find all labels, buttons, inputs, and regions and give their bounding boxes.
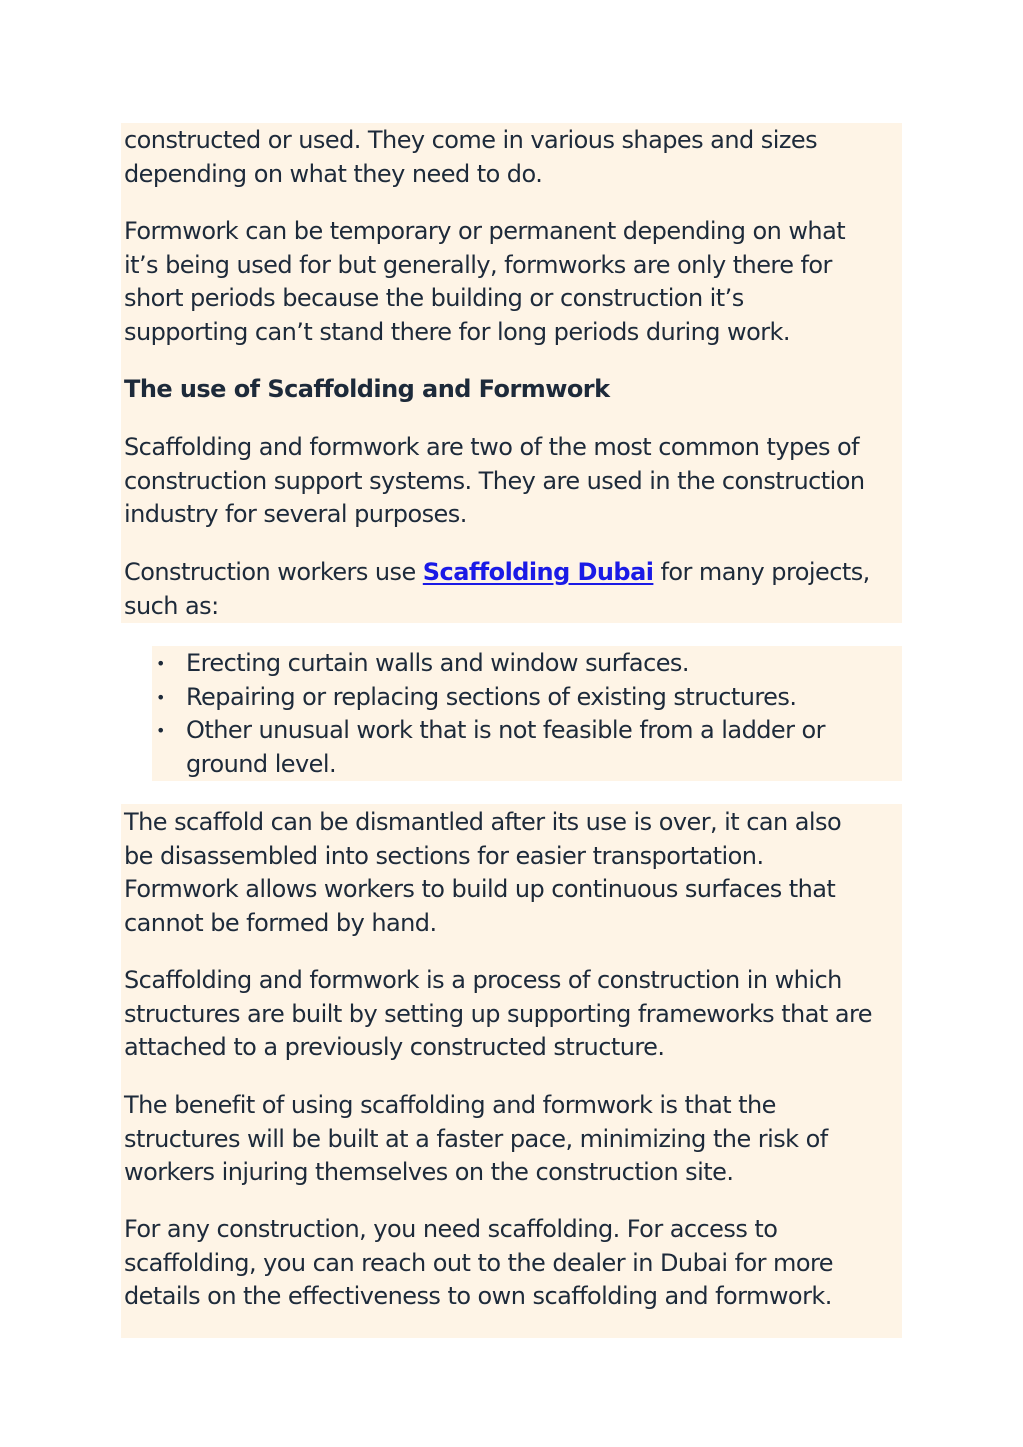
text-line: Scaffolding and formwork are two of the most common types of [124,433,860,461]
scaffolding-dubai-link[interactable]: Scaffolding Dubai [422,558,654,586]
text-line: cannot be formed by hand. [124,908,437,937]
text-line: For any construction, you need scaffolding. For access to [124,1215,778,1243]
text-segment: for many projects, [653,558,870,586]
text-line: depending on what they need to do. [124,159,543,188]
paragraph-benefit [124,1089,914,1190]
text-line: structures are built by setting up supporting frameworks that are [124,999,872,1028]
text-line: constructed or used. They come in various shapes and sizes [124,126,818,154]
text-line: supporting can’t stand there for long periods during work. [124,317,790,346]
text-line [124,556,914,590]
paragraph-support-systems [124,431,914,532]
text-line: construction support systems. They are used in the construction [124,466,865,495]
bullet-icon: • [156,654,166,673]
text-line: such as: [124,591,219,620]
text-line: structures will be built at a faster pace, minimizing the risk of [124,1124,828,1153]
text-line: it’s being used for but generally, formworks are only there for [124,250,832,279]
text-line: details on the effectiveness to own scaffolding and formwork. [124,1282,832,1311]
text-line: Scaffolding and formwork is a process of construction in which [124,966,842,994]
text-line: attached to a previously constructed structure. [124,1033,665,1062]
text-line: be disassembled into sections for easier transportation. [124,841,764,870]
paragraph-dismantle [124,806,914,940]
paragraph-formwork-duration [124,215,914,349]
list-item-text: Erecting curtain walls and window surfaces. [186,649,689,677]
bullet-icon: • [156,688,166,707]
bullet-icon: • [156,721,166,740]
list-item-text: Other unusual work that is not feasible from a ladder or [186,716,825,744]
text-line: Formwork allows workers to build up continuous surfaces that [124,875,836,904]
list-item-text: Repairing or replacing sections of existing structures. [186,683,797,711]
text-line: The scaffold can be dismantled after its use is over, it can also [124,808,842,836]
text-line: short periods because the building or construction it’s [124,284,744,313]
text-line: The benefit of using scaffolding and formwork is that the [124,1091,776,1119]
paragraph-construction-workers [124,556,914,623]
paragraph-process [124,964,914,1065]
text-line: industry for several purposes. [124,500,467,529]
list-item-text-continued: ground level. [186,750,337,778]
paragraph-dealer [124,1213,914,1314]
text-segment: Construction workers use [124,558,423,586]
text-line: Formwork can be temporary or permanent depending on what [124,217,846,245]
section-heading: The use of Scaffolding and Formwork [124,375,610,403]
text-line: workers injuring themselves on the construction site. [124,1158,734,1187]
text-line: scaffolding, you can reach out to the dealer in Dubai for more [124,1248,834,1277]
paragraph-intro-continued [124,124,914,191]
